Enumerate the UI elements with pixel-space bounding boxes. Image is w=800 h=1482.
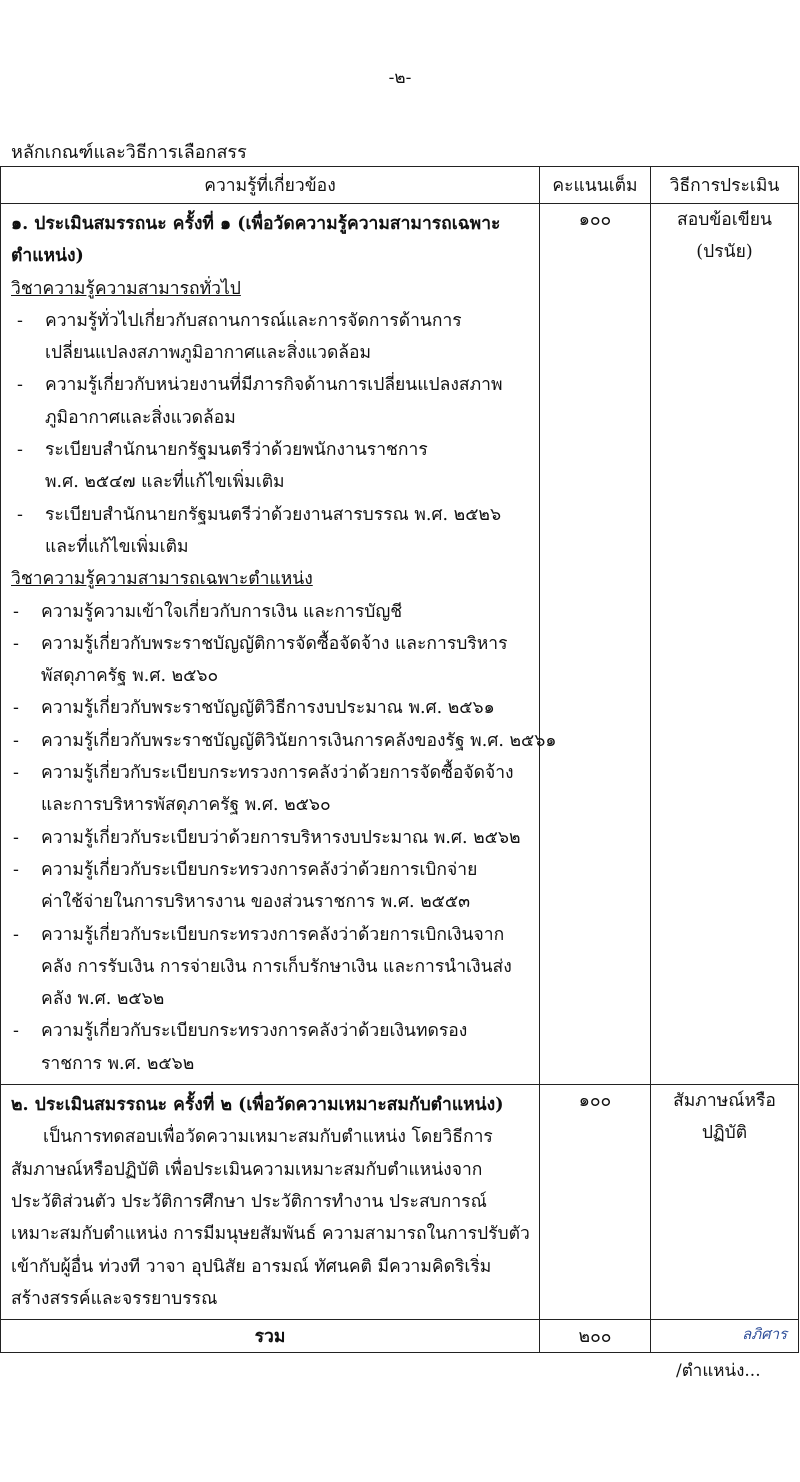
row2-knowledge-cell <box>1 1085 540 1320</box>
list-item-line: ความรู้เกี่ยวกับระเบียบกระทรวงการคลังว่าด้วยการเบิกจ่าย <box>41 859 478 880</box>
list-item <box>11 919 531 1016</box>
list-item-line: และที่แก้ไขเพิ่มเติม <box>45 536 189 557</box>
list-item-line: พ.ศ. ๒๕๔๗ และที่แก้ไขเพิ่มเติม <box>45 472 285 493</box>
table-row <box>1 204 799 1085</box>
list-item-text <box>41 757 531 822</box>
list-item-text <box>41 822 531 854</box>
total-row <box>1 1320 799 1353</box>
list-item <box>11 692 531 724</box>
list-item-text <box>45 499 531 564</box>
section-title: หลักเกณฑ์และวิธีการเลือกสรร <box>11 142 247 163</box>
list-item <box>11 305 531 370</box>
list-item <box>11 596 531 628</box>
row2-description <box>11 1121 531 1315</box>
header-method: วิธีการประเมิน <box>651 167 799 204</box>
list-item-line: ความรู้เกี่ยวกับระเบียบกระทรวงการคลังว่าด้วยการเบิกเงินจาก <box>41 924 505 945</box>
list-item-line: ค่าใช้จ่ายในการบริหารงาน ของส่วนราชการ พ.ศ. ๒๕๕๓ <box>41 892 471 913</box>
list-item-line: ระเบียบสำนักนายกรัฐมนตรีว่าด้วยงานสารบรรณ พ.ศ. ๒๕๒๖ <box>45 504 502 525</box>
bullet-dash: - <box>13 924 19 945</box>
row1-score: ๑๐๐ <box>578 210 612 230</box>
list-item-text <box>41 854 531 919</box>
list-item-line: คลัง พ.ศ. ๒๕๖๒ <box>41 989 165 1010</box>
list-item <box>11 369 531 434</box>
bullet-dash: - <box>13 698 19 719</box>
list-item <box>11 822 531 854</box>
row2-score-cell <box>540 1085 651 1320</box>
table-header-row <box>1 167 799 204</box>
page-number: -๒- <box>388 68 412 88</box>
bullet-dash: - <box>13 1021 19 1042</box>
total-label: รวม <box>1 1320 540 1353</box>
bullet-dash: - <box>13 730 19 751</box>
list-item <box>11 725 557 757</box>
bullet-dash: - <box>13 827 19 848</box>
list-item-line: ความรู้เกี่ยวกับพระราชบัญญัติวินัยการเงินการคลังของรัฐ พ.ศ. ๒๕๖๑ <box>41 730 557 751</box>
table-row <box>1 1085 799 1320</box>
bullet-dash: - <box>13 859 19 880</box>
list-item-line: ความรู้เกี่ยวกับระเบียบว่าด้วยการบริหารงบประมาณ พ.ศ. ๒๕๖๒ <box>41 827 521 848</box>
bullet-dash: - <box>13 601 19 622</box>
row1-method-cell <box>651 204 799 1085</box>
handwritten-initials: ลภิศาร <box>742 1325 788 1343</box>
list-item-line: ความรู้ความเข้าใจเกี่ยวกับการเงิน และการบัญชี <box>41 601 403 622</box>
row2-score: ๑๐๐ <box>578 1091 612 1112</box>
row2-title: ๒. ประเมินสมรรถนะ ครั้งที่ ๒ (เพื่อวัดความเหมาะสมกับตำแหน่ง) <box>11 1095 504 1116</box>
row1-knowledge-cell <box>1 204 557 1085</box>
header-full-score: คะแนนเต็ม <box>540 167 651 204</box>
row2-method-line: สัมภาษณ์หรือ <box>673 1091 776 1112</box>
criteria-table <box>0 166 799 1353</box>
bullet-dash: - <box>17 310 23 331</box>
row2-method-cell <box>651 1085 799 1320</box>
description-line: เหมาะสมกับตำแหน่ง การมีมนุษยสัมพันธ์ ความสามารถในการปรับตัว <box>11 1224 530 1245</box>
bullet-dash: - <box>17 440 23 461</box>
general-heading: วิชาความรู้ความสามารถทั่วไป <box>11 278 241 299</box>
row1-score-cell <box>540 204 651 1085</box>
row1-method-line: (ปรนัย) <box>696 242 753 263</box>
description-line: สัมภาษณ์หรือปฏิบัติ เพื่อประเมินความเหมาะสมกับตำแหน่งจาก <box>11 1159 483 1180</box>
list-item-line: และการบริหารพัสดุภาครัฐ พ.ศ. ๒๕๖๐ <box>41 795 331 816</box>
list-item-text <box>41 596 531 628</box>
next-page-marker: /ตำแหน่ง... <box>676 1361 761 1381</box>
general-items-list <box>11 305 531 563</box>
specific-items-list <box>11 596 557 1080</box>
bullet-dash: - <box>17 375 23 396</box>
list-item-line: ความรู้เกี่ยวกับหน่วยงานที่มีภารกิจด้านการเปลี่ยนแปลงสภาพ <box>45 375 503 396</box>
specific-heading: วิชาความรู้ความสามารถเฉพาะตำแหน่ง <box>11 569 313 590</box>
list-item-text <box>45 305 531 370</box>
row1-title-line: ๑. ประเมินสมรรถนะ ครั้งที่ ๑ (เพื่อวัดความรู้ความสามารถเฉพาะ <box>11 214 501 234</box>
description-line: เป็นการทดสอบเพื่อวัดความเหมาะสมกับตำแหน่ง โดยวิธีการ <box>43 1127 493 1148</box>
list-item-line: ความรู้เกี่ยวกับพระราชบัญญัติการจัดซื้อจัดจ้าง และการบริหาร <box>41 633 508 654</box>
list-item-line: ความรู้เกี่ยวกับพระราชบัญญัติวิธีการงบประมาณ พ.ศ. ๒๕๖๑ <box>41 698 495 719</box>
list-item-text <box>41 725 557 757</box>
list-item-text <box>41 692 531 724</box>
description-line: ประวัติส่วนตัว ประวัติการศึกษา ประวัติการทำงาน ประสบการณ์ <box>11 1191 487 1212</box>
row1-method-line: สอบข้อเขียน <box>677 210 772 230</box>
list-item <box>11 434 531 499</box>
list-item <box>11 757 531 822</box>
list-item-line: ความรู้เกี่ยวกับระเบียบกระทรวงการคลังว่าด้วยการจัดซื้อจัดจ้าง <box>41 763 514 784</box>
bullet-dash: - <box>13 763 19 784</box>
list-item-text <box>41 1015 531 1080</box>
list-item-text <box>41 919 531 1016</box>
description-line: เข้ากับผู้อื่น ท่วงที วาจา อุปนิสัย อารมณ์ ทัศนคติ มีความคิดริเริ่ม <box>11 1256 492 1277</box>
description-line: สร้างสรรค์และจรรยาบรรณ <box>11 1288 218 1309</box>
list-item-line: คลัง การรับเงิน การจ่ายเงิน การเก็บรักษาเงิน และการนำเงินส่ง <box>41 956 512 977</box>
list-item-line: ภูมิอากาศและสิ่งแวดล้อม <box>45 407 236 428</box>
list-item-line: ระเบียบสำนักนายกรัฐมนตรีว่าด้วยพนักงานราชการ <box>45 440 428 461</box>
row1-title-line: ตำแหน่ง) <box>11 246 84 267</box>
list-item-text <box>45 369 531 434</box>
list-item <box>11 854 531 919</box>
list-item <box>11 499 531 564</box>
list-item <box>11 1015 531 1080</box>
list-item-line: ความรู้ทั่วไปเกี่ยวกับสถานการณ์และการจัดการด้านการ <box>45 310 462 331</box>
bullet-dash: - <box>13 633 19 654</box>
bullet-dash: - <box>17 504 23 525</box>
list-item-text <box>41 628 531 693</box>
list-item-line: ความรู้เกี่ยวกับระเบียบกระทรวงการคลังว่าด้วยเงินทดรอง <box>41 1021 468 1042</box>
list-item-line: ราชการ พ.ศ. ๒๕๖๒ <box>41 1053 195 1074</box>
list-item-line: เปลี่ยนแปลงสภาพภูมิอากาศและสิ่งแวดล้อม <box>45 343 372 364</box>
total-score: ๒๐๐ <box>540 1320 651 1353</box>
header-knowledge: ความรู้ที่เกี่ยวข้อง <box>1 167 540 204</box>
list-item-text <box>45 434 531 499</box>
row2-method-line: ปฏิบัติ <box>701 1123 748 1144</box>
list-item-line: พัสดุภาครัฐ พ.ศ. ๒๕๖๐ <box>41 666 219 687</box>
list-item <box>11 628 531 693</box>
